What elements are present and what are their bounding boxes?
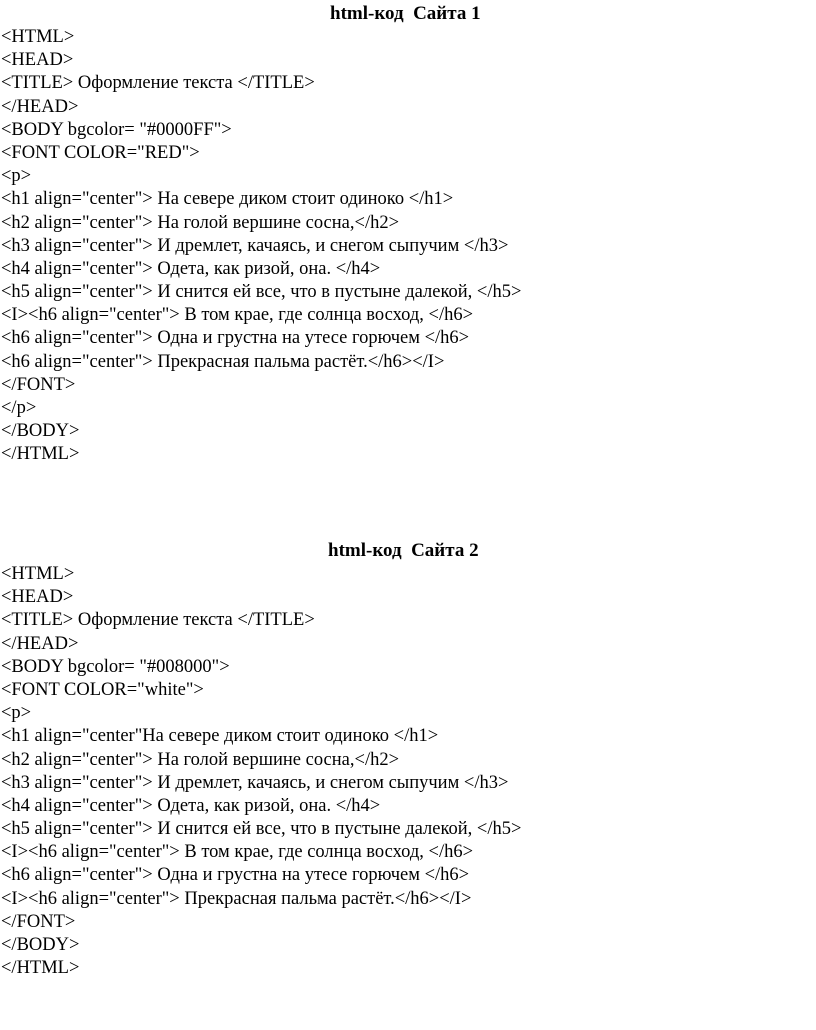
code-line: </HTML>	[1, 444, 80, 465]
site-1-code-section	[0, 2, 816, 467]
code-line: <HTML>	[1, 27, 75, 47]
code-line: <TITLE> Оформление текста </TITLE>	[1, 610, 315, 631]
site-2-heading: html-код Сайта 2	[328, 540, 479, 561]
code-line: </FONT>	[1, 374, 76, 395]
site-2-code-listing	[0, 563, 816, 980]
code-line: <I><h6 align="center"> В том крае, где солнца восход, </h6>	[1, 842, 474, 863]
code-line: </FONT>	[1, 911, 76, 932]
code-line: </HEAD>	[1, 633, 79, 654]
code-line: <I><h6 align="center"> Прекрасная пальма растёт.</h6></I>	[1, 888, 472, 909]
code-line: <FONT COLOR="RED">	[1, 142, 200, 163]
code-line: <p>	[1, 166, 32, 187]
code-line: </p>	[1, 398, 37, 418]
code-line: </BODY>	[1, 421, 80, 442]
code-line: <I><h6 align="center"> В том крае, где солнца восход, </h6>	[1, 305, 474, 326]
code-line: <h3 align="center"> И дремлет, качаясь, и снегом сыпучим </h3>	[1, 772, 509, 793]
code-line: <BODY bgcolor= "#0000FF">	[1, 119, 232, 140]
code-line: <HEAD>	[1, 587, 74, 608]
code-line: <h4 align="center"> Одета, как ризой, она. </h4>	[1, 258, 381, 279]
code-line: <p>	[1, 703, 32, 724]
code-line: <HEAD>	[1, 50, 74, 71]
code-line: </BODY>	[1, 935, 80, 955]
code-line: <h2 align="center"> На голой вершине сосна,</h2>	[1, 212, 400, 233]
code-line: <HTML>	[1, 564, 75, 584]
code-line: <h1 align="center"> На севере диком стоит одиноко </h1>	[1, 189, 454, 210]
site-1-code-listing	[0, 26, 816, 467]
code-line: <TITLE> Оформление текста </TITLE>	[1, 73, 315, 94]
code-line: <h4 align="center"> Одета, как ризой, она. </h4>	[1, 795, 381, 816]
code-line: <h5 align="center"> И снится ей все, что в пустыне далекой, </h5>	[1, 282, 522, 303]
site-2-code-section	[0, 539, 816, 980]
code-line: <h5 align="center"> И снится ей все, что в пустыне далекой, </h5>	[1, 819, 522, 840]
code-line: <h6 align="center"> Одна и грустна на утесе горючем </h6>	[1, 865, 470, 886]
site-1-heading: html-код Сайта 1	[330, 3, 481, 24]
code-line: </HEAD>	[1, 96, 79, 117]
code-line: <h1 align="center"На севере диком стоит одиноко </h1>	[1, 726, 439, 747]
code-line: </HTML>	[1, 958, 80, 979]
code-line: <FONT COLOR="white">	[1, 679, 204, 700]
code-line: <h3 align="center"> И дремлет, качаясь, и снегом сыпучим </h3>	[1, 235, 509, 256]
code-line: <BODY bgcolor= "#008000">	[1, 656, 230, 677]
code-line: <h6 align="center"> Прекрасная пальма растёт.</h6></I>	[1, 351, 445, 372]
code-line: <h6 align="center"> Одна и грустна на утесе горючем </h6>	[1, 328, 470, 349]
code-line: <h2 align="center"> На голой вершине сосна,</h2>	[1, 749, 400, 770]
